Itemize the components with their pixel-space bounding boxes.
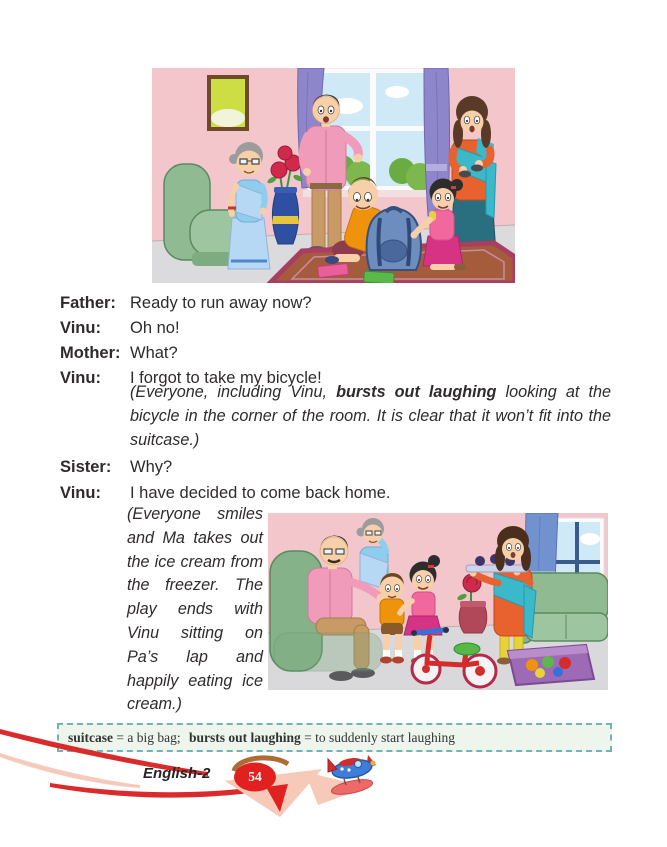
dialogue-text: Why?: [130, 458, 173, 476]
speaker-label: Mother:: [60, 344, 121, 362]
stage-direction-text: looking at the bicycle in the corner of the room. It is clear that it won’t fit into the suitcase.): [130, 383, 611, 450]
dialogue-text: What?: [130, 344, 178, 362]
dialogue-text: I forgot to take my bicycle!: [130, 369, 322, 387]
stage-direction-1: [130, 380, 611, 453]
toy-airplane-icon: [328, 755, 376, 797]
dialogue-text: Oh no!: [130, 319, 180, 337]
dialogue-line: [60, 291, 612, 316]
stage-direction-text: (Everyone, including Vinu,: [130, 383, 337, 401]
toy-suitcase: [508, 645, 594, 685]
speaker-label: Vinu:: [60, 484, 101, 502]
dialogue-text: I have decided to come back home.: [130, 484, 391, 502]
dialogue-text: Ready to run away now?: [130, 294, 312, 312]
scene-2-illustration: [268, 513, 608, 690]
vocab-term: bursts out laughing: [188, 730, 301, 745]
dialogue-line: [60, 481, 612, 506]
speaker-label: Sister:: [60, 458, 112, 476]
dialogue-line: [60, 455, 612, 480]
stage-direction-2: (Everyone smiles and Ma takes out the ice cream from the freezer. The play ends with Vinu sitting on Pa’s lap and happily eating ice cream.): [127, 505, 263, 714]
picture-frame: [207, 75, 249, 131]
page-number: 54: [248, 769, 262, 784]
speaker-label: Vinu:: [60, 369, 101, 387]
stage-direction-bold: bursts out laughing: [336, 383, 497, 401]
scene-1-illustration: [152, 68, 515, 283]
backpack-suitcase: [367, 208, 421, 270]
dialogue-line: [60, 341, 612, 366]
speaker-label: Father:: [60, 294, 116, 312]
vocab-definition: = to suddenly start laughing: [300, 730, 456, 745]
vocab-definition: = a big bag;: [113, 730, 184, 745]
dialogue-line: [60, 316, 612, 341]
vocab-term: suitcase: [68, 730, 113, 745]
footer-decoration: [0, 725, 667, 847]
book-title-label: English-2: [143, 765, 211, 782]
speaker-label: Vinu:: [60, 319, 101, 337]
